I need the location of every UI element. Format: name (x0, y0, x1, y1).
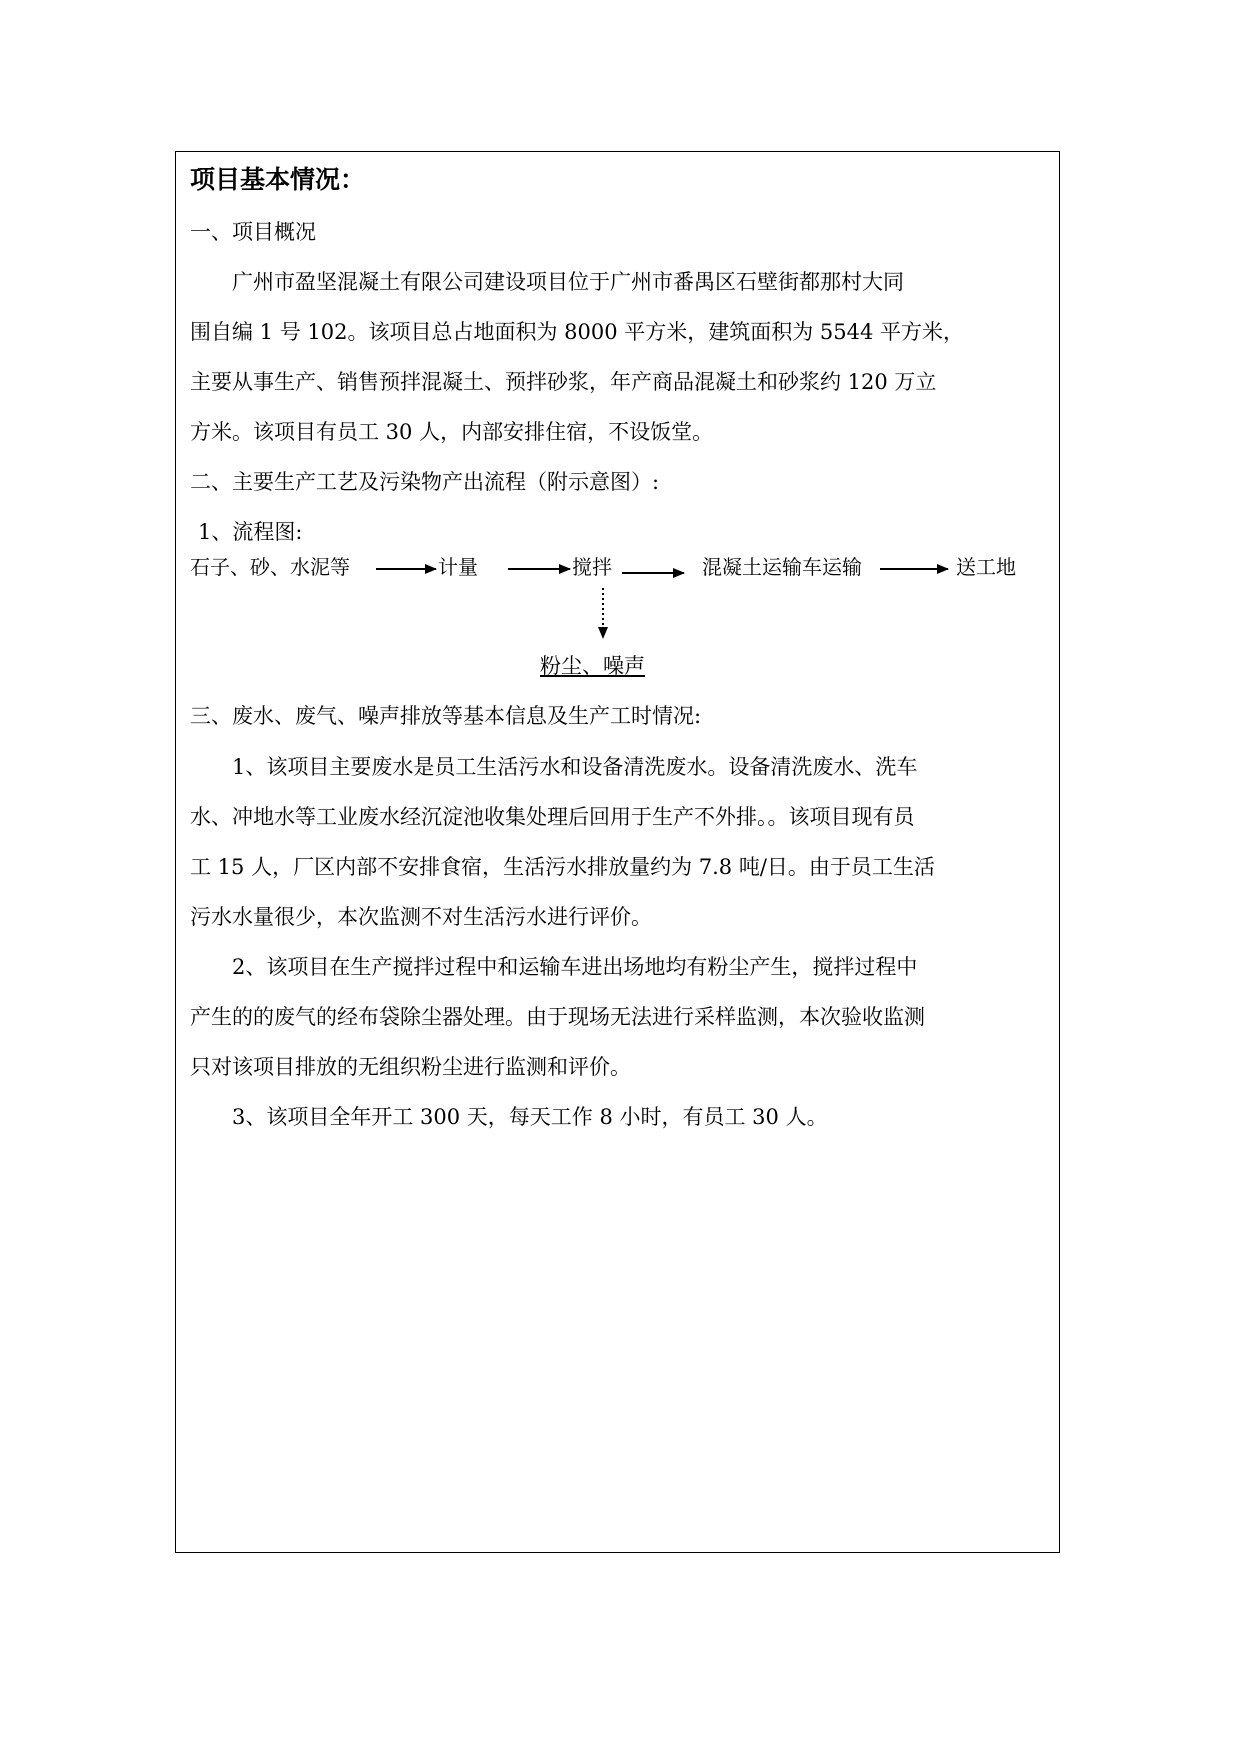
emissions-para2-line: 只对该项目排放的无组织粉尘进行监测和评价。 (190, 1055, 631, 1079)
flow-diagram (0, 0, 1241, 700)
overview-heading: 一、项目概况 (190, 220, 316, 244)
emissions-para1-line: 工 15 人，厂区内部不安排食宿，生活污水排放量约为 7.8 吨/日。由于员工生活 (190, 855, 935, 879)
process-heading: 二、主要生产工艺及污染物产出流程（附示意图）: (190, 470, 660, 494)
overview-line: 主要从事生产、销售预拌混凝土、预拌砂浆，年产商品混凝土和砂浆约 120 万立 (190, 370, 937, 394)
flow-output: 粉尘、噪声 (540, 654, 645, 678)
overview-line: 方米。该项目有员工 30 人，内部安排住宿，不设饭堂。 (190, 420, 714, 444)
overview-line: 围自编 1 号 102。该项目总占地面积为 8000 平方米，建筑面积为 5544 平方米， (190, 320, 965, 344)
emissions-para3-line: 3、该项目全年开工 300 天，每天工作 8 小时，有员工 30 人。 (232, 1105, 828, 1129)
emissions-para2-line: 产生的的废气的经布袋除尘器处理。由于现场无法进行采样监测，本次验收监测 (190, 1005, 925, 1029)
emissions-para1-line: 1、该项目主要废水是员工生活污水和设备清洗废水。设备清洗废水、洗车 (232, 755, 918, 779)
emissions-para1-line: 水、冲地水等工业废水经沉淀池收集处理后回用于生产不外排。。该项目现有员 (190, 805, 915, 829)
flow-label: 1、流程图: (198, 520, 303, 544)
flow-step-site: 送工地 (956, 555, 1016, 579)
section-title: 项目基本情况： (190, 165, 366, 194)
emissions-para1-line: 污水水量很少，本次监测不对生活污水进行评价。 (190, 905, 652, 929)
emissions-heading: 三、废水、废气、噪声排放等基本信息及生产工时情况: (190, 704, 702, 728)
flow-step-mixing: 搅拌 (572, 555, 612, 579)
flow-step-materials: 石子、砂、水泥等 (190, 555, 350, 579)
emissions-para2-line: 2、该项目在生产搅拌过程中和运输车进出场地均有粉尘产生，搅拌过程中 (232, 955, 918, 979)
flow-step-transport: 混凝土运输车运输 (702, 555, 862, 579)
flow-step-metering: 计量 (438, 555, 478, 579)
overview-line: 广州市盈坚混凝土有限公司建设项目位于广州市番禺区石壁街都那村大同 (232, 270, 904, 294)
